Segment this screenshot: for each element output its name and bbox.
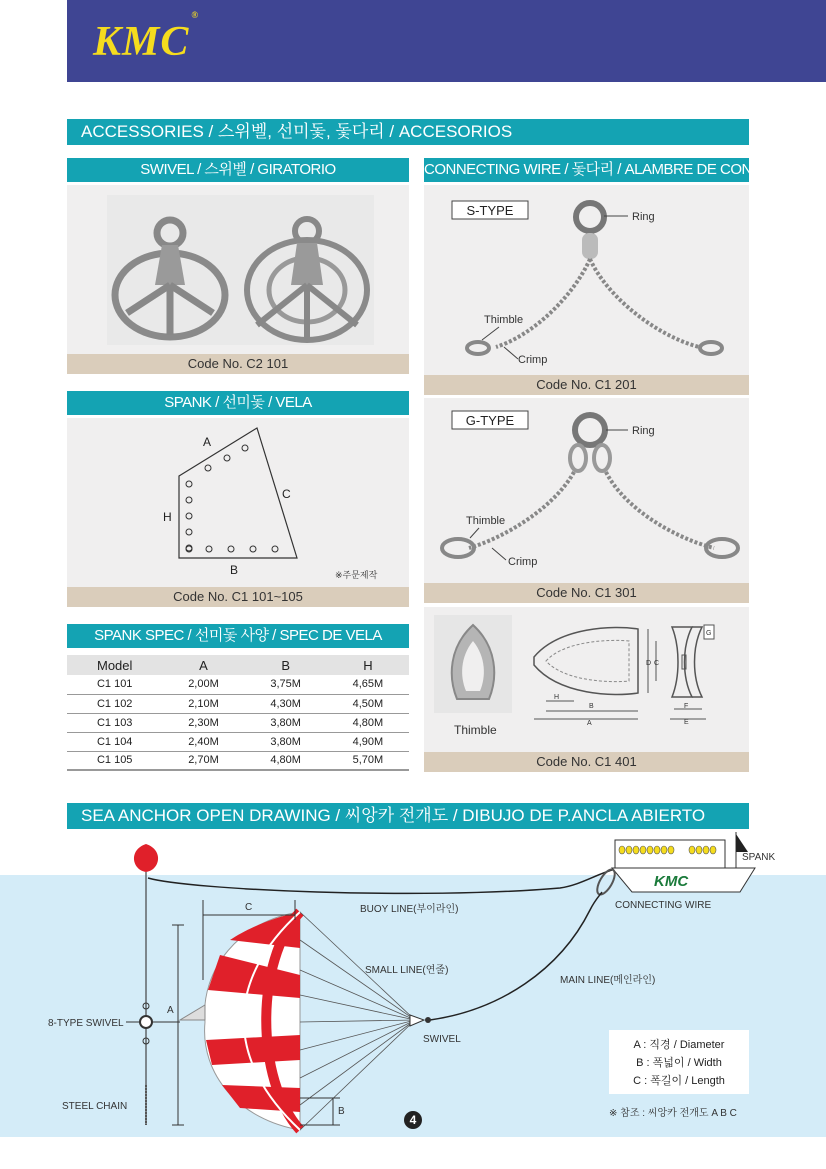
spank-dim-c: C	[282, 487, 291, 501]
sea-anchor-heading: SEA ANCHOR OPEN DRAWING / 씨앙카 전개도 / DIBUJO DE P.ANCLA ABIERTO	[67, 803, 749, 829]
g-type-thimble-label: Thimble	[466, 515, 506, 527]
svg-text:C: C	[654, 660, 660, 667]
svg-text:A: A	[587, 720, 592, 727]
dim-c-label: C	[245, 902, 253, 913]
swivel-heading: SWIVEL / 스위벨 / GIRATORIO	[67, 158, 409, 182]
svg-text:D: D	[646, 660, 652, 667]
svg-text:B: B	[589, 703, 594, 710]
spank-panel	[67, 418, 409, 607]
s-type-illustration	[424, 185, 749, 374]
s-type-panel	[424, 185, 749, 394]
table-row: C1 103 2,30M 3,80M 4,80M	[67, 713, 409, 732]
table-row: C1 101 2,00M 3,75M 4,65M	[67, 675, 409, 694]
legend-c: C : 폭길이 / Length	[633, 1075, 725, 1087]
legend-a: A : 직경 / Diameter	[633, 1039, 725, 1051]
kmc-logo: KMC®	[93, 10, 200, 65]
spank-dim-a: A	[203, 435, 212, 449]
8-type-swivel-label: 8-TYPE SWIVEL	[48, 1018, 124, 1029]
spank-note: ※주문제작	[335, 570, 378, 580]
spank-spec-heading: SPANK SPEC / 선미돛 사양 / SPEC DE VELA	[67, 624, 409, 648]
g-type-panel	[424, 398, 749, 603]
reference-note: ※ 참조 : 씨앙카 전개도 A B C	[609, 1108, 737, 1119]
spec-col-model: Model	[67, 655, 162, 675]
dim-b-label: B	[338, 1106, 345, 1117]
g-type-crimp-label: Crimp	[508, 556, 538, 568]
spank-heading: SPANK / 선미돛 / VELA	[67, 391, 409, 415]
table-row: C1 102 2,10M 4,30M 4,50M	[67, 694, 409, 713]
swivel-code: Code No. C2 101	[67, 354, 409, 374]
swivel-label: SWIVEL	[423, 1034, 461, 1045]
ship-logo: KMC	[654, 873, 689, 890]
swivel-panel	[67, 185, 409, 374]
spec-col-b: B	[245, 655, 327, 675]
dim-a-label: A	[167, 1005, 174, 1016]
g-type-illustration	[424, 398, 749, 583]
s-type-thimble-label: Thimble	[484, 314, 524, 326]
accessories-heading: ACCESSORIES / 스위벨, 선미돛, 돛다리 / ACCESORIOS	[67, 119, 749, 145]
s-type-code: Code No. C1 201	[424, 375, 749, 395]
s-type-crimp-label: Crimp	[518, 354, 548, 366]
thimble-photo-label: Thimble	[454, 723, 497, 737]
spank-dim-b: B	[230, 563, 239, 577]
steel-chain-label: STEEL CHAIN	[62, 1101, 128, 1112]
g-type-ring-label: Ring	[632, 425, 655, 437]
sea-anchor-parachute	[180, 912, 300, 1130]
thimble-panel	[424, 607, 749, 772]
s-type-ring-label: Ring	[632, 211, 655, 223]
connecting-wire-label: CONNECTING WIRE	[615, 900, 712, 911]
spank-label: SPANK	[742, 852, 776, 863]
thimble-illustration	[424, 607, 749, 752]
swivel-illustration	[67, 185, 409, 354]
dimension-legend	[609, 1030, 749, 1094]
svg-text:G: G	[706, 630, 712, 637]
spank-dim-h: H	[163, 510, 172, 524]
svg-text:F: F	[684, 703, 689, 710]
small-line-label: SMALL LINE(연줄)	[365, 965, 449, 976]
legend-b: B : 폭넓이 / Width	[636, 1057, 722, 1069]
spank-code: Code No. C1 101~105	[67, 587, 409, 607]
main-line-label: MAIN LINE(메인라인)	[560, 975, 656, 986]
g-type-code: Code No. C1 301	[424, 583, 749, 603]
spec-col-a: A	[162, 655, 244, 675]
table-row: C1 104 2,40M 3,80M 4,90M	[67, 732, 409, 751]
page-header	[67, 0, 826, 82]
svg-text:H: H	[554, 694, 560, 701]
s-type-label: S-TYPE	[466, 203, 514, 218]
connecting-wire-heading: CONNECTING WIRE / 돛다리 / ALAMBRE DE CONEXION	[424, 158, 749, 182]
spank-illustration	[67, 418, 409, 587]
g-type-label: G-TYPE	[465, 413, 515, 428]
page-number: 4	[404, 1111, 422, 1129]
buoy-line-label: BUOY LINE(부이라인)	[360, 904, 459, 915]
buoy-icon	[134, 844, 158, 872]
table-row: C1 105 2,70M 4,80M 5,70M	[67, 751, 409, 770]
thimble-code: Code No. C1 401	[424, 752, 749, 772]
svg-text:E: E	[684, 719, 689, 726]
8-type-swivel-icon	[140, 1016, 152, 1028]
spec-col-h: H	[327, 655, 409, 675]
spank-spec-table	[67, 655, 409, 771]
spec-header-row	[67, 655, 409, 675]
